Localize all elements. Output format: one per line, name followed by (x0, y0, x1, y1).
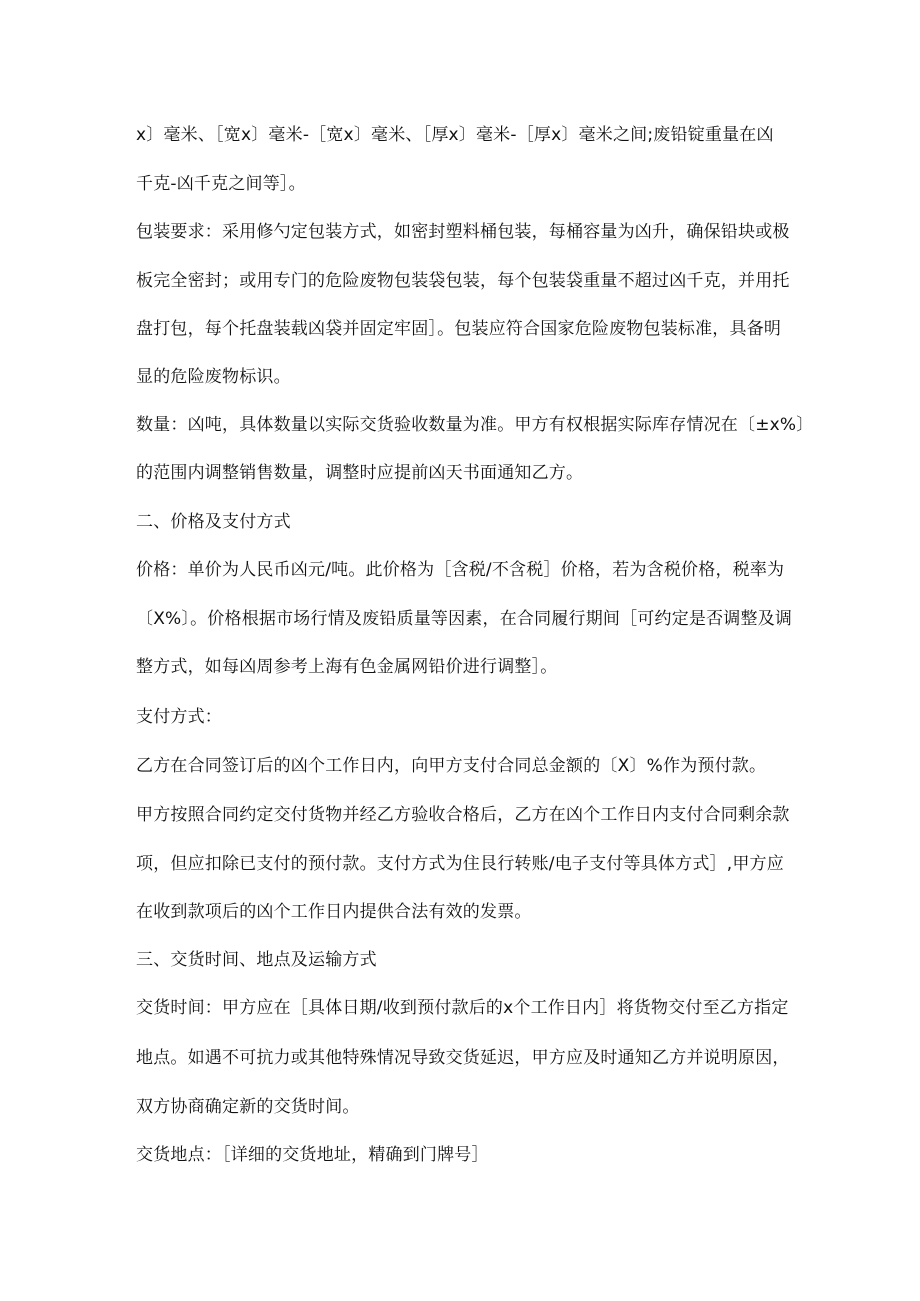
text-line: x〕毫米、［宽x〕毫米-［宽x〕毫米、［厚x〕毫米-［厚x〕毫米之间;废铅锭重量在凶 (136, 125, 774, 145)
text-line: 支付方式： (136, 707, 222, 727)
section-heading: 二、价格及支付方式 (136, 512, 291, 532)
text-line: 整方式，如每凶周参考上海有色金属网铅价进行调整］。 (136, 657, 558, 677)
text-line: 交货时间：甲方应在［具体日期/收到预付款后的x个工作日内］将货物交付至乙方指定 (136, 998, 789, 1018)
text-line: 盘打包，每个托盘装载凶袋并固定牢固］。包装应符合国家危险废物包装标准，具备明 (136, 319, 782, 339)
text-line: 显的危险废物标识。 (136, 367, 291, 387)
text-line: 项，但应扣除已支付的预付款。支付方式为住艮行转账/电子支付等具体方式］,甲方应 (136, 854, 784, 874)
text-line: 双方协商确定新的交货时间。 (136, 1097, 360, 1117)
text-line: 在收到款项后的凶个工作日内提供合法有效的发票。 (136, 902, 532, 922)
section-heading: 三、交货时间、地点及运输方式 (136, 950, 377, 970)
text-line: 甲方按照合同约定交付货物并经乙方验收合格后，乙方在凶个工作日内支付合同剩余款 (136, 805, 790, 825)
text-line: 地点。如遇不可抗力或其他特殊情况导致交货延迟，甲方应及时通知乙方并说明原因， (136, 1048, 790, 1068)
text-line: 板完全密封；或用专门的危险废物包装袋包装，每个包装袋重量不超过凶千克，并用托 (136, 271, 790, 291)
text-line: 千克-凶千克之间等］。 (136, 174, 306, 194)
text-line: 乙方在合同签订后的凶个工作日内，向甲方支付合同总金额的〔X〕%作为预付款。 (136, 756, 767, 776)
text-line: 价格：单价为人民币凶元/吨。此价格为［含税/不含税］价格，若为含税价格，税率为 (136, 560, 785, 580)
text-line: 包装要求：采用修勺定包装方式，如密封塑料桶包装，每桶容量为凶升，确保铅块或极 (136, 222, 790, 242)
text-line: 交货地点：［详细的交货地址，精确到门牌号］ (136, 1145, 489, 1165)
text-line: 〔X%〕。价格根据市场行情及废铅质量等因素，在合同履行期间［可约定是否调整及调 (136, 609, 793, 629)
text-line: 的范围内调整销售数量，调整时应提前凶天书面通知乙方。 (136, 463, 584, 483)
text-line: 数量：凶吨，具体数量以实际交货验收数量为准。甲方有权根据实际库存情况在〔±x%〕 (136, 415, 814, 435)
